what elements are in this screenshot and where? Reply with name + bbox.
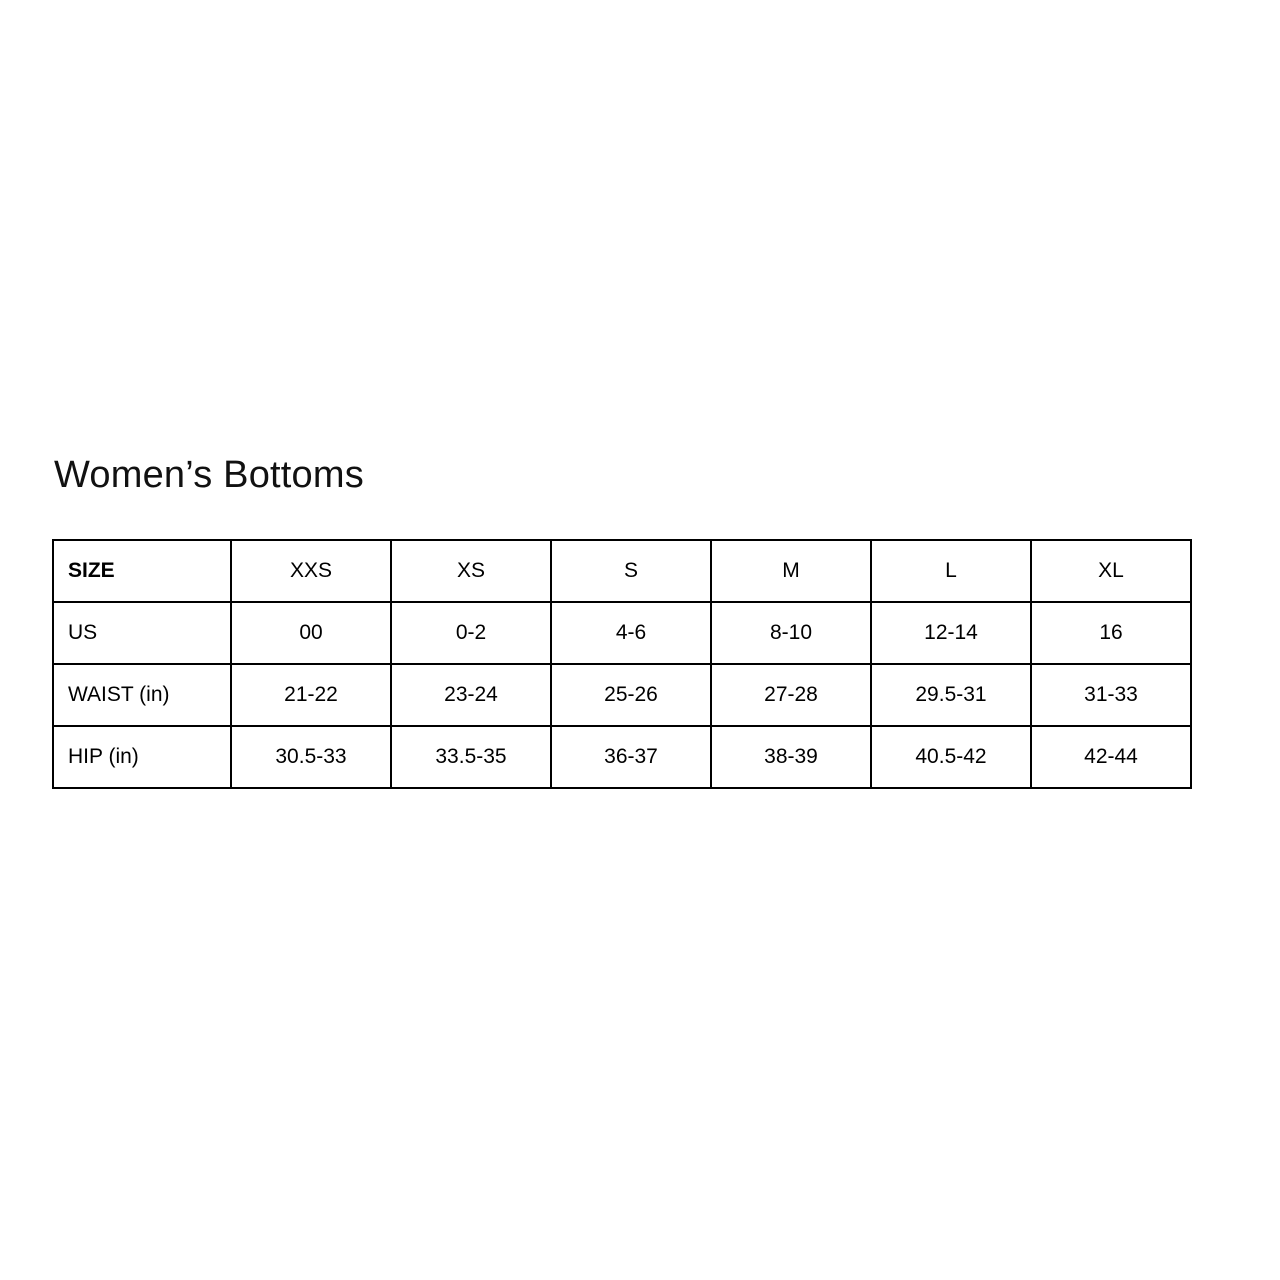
cell-waist-m: 27-28	[711, 664, 871, 726]
cell-hip-xxs: 30.5-33	[231, 726, 391, 788]
cell-us-s: 4-6	[551, 602, 711, 664]
cell-waist-xxs: 21-22	[231, 664, 391, 726]
cell-hip-l: 40.5-42	[871, 726, 1031, 788]
column-header-s: S	[551, 540, 711, 602]
row-label-hip: HIP (in)	[53, 726, 231, 788]
cell-hip-s: 36-37	[551, 726, 711, 788]
cell-waist-s: 25-26	[551, 664, 711, 726]
cell-us-xs: 0-2	[391, 602, 551, 664]
size-chart-table	[52, 539, 1192, 789]
cell-waist-xl: 31-33	[1031, 664, 1191, 726]
column-header-xxs: XXS	[231, 540, 391, 602]
cell-hip-m: 38-39	[711, 726, 871, 788]
row-label-waist: WAIST (in)	[53, 664, 231, 726]
cell-us-m: 8-10	[711, 602, 871, 664]
table-row	[53, 726, 1191, 788]
column-header-l: L	[871, 540, 1031, 602]
page-title: Women’s Bottoms	[54, 454, 364, 496]
cell-us-xxs: 00	[231, 602, 391, 664]
table-row	[53, 664, 1191, 726]
column-header-m: M	[711, 540, 871, 602]
column-header-xs: XS	[391, 540, 551, 602]
row-label-us: US	[53, 602, 231, 664]
cell-us-l: 12-14	[871, 602, 1031, 664]
cell-us-xl: 16	[1031, 602, 1191, 664]
column-header-size: SIZE	[53, 540, 231, 602]
cell-waist-l: 29.5-31	[871, 664, 1031, 726]
cell-waist-xs: 23-24	[391, 664, 551, 726]
size-chart-section	[52, 455, 1228, 789]
cell-hip-xs: 33.5-35	[391, 726, 551, 788]
cell-hip-xl: 42-44	[1031, 726, 1191, 788]
table-header-row	[53, 540, 1191, 602]
table-row	[53, 602, 1191, 664]
column-header-xl: XL	[1031, 540, 1191, 602]
